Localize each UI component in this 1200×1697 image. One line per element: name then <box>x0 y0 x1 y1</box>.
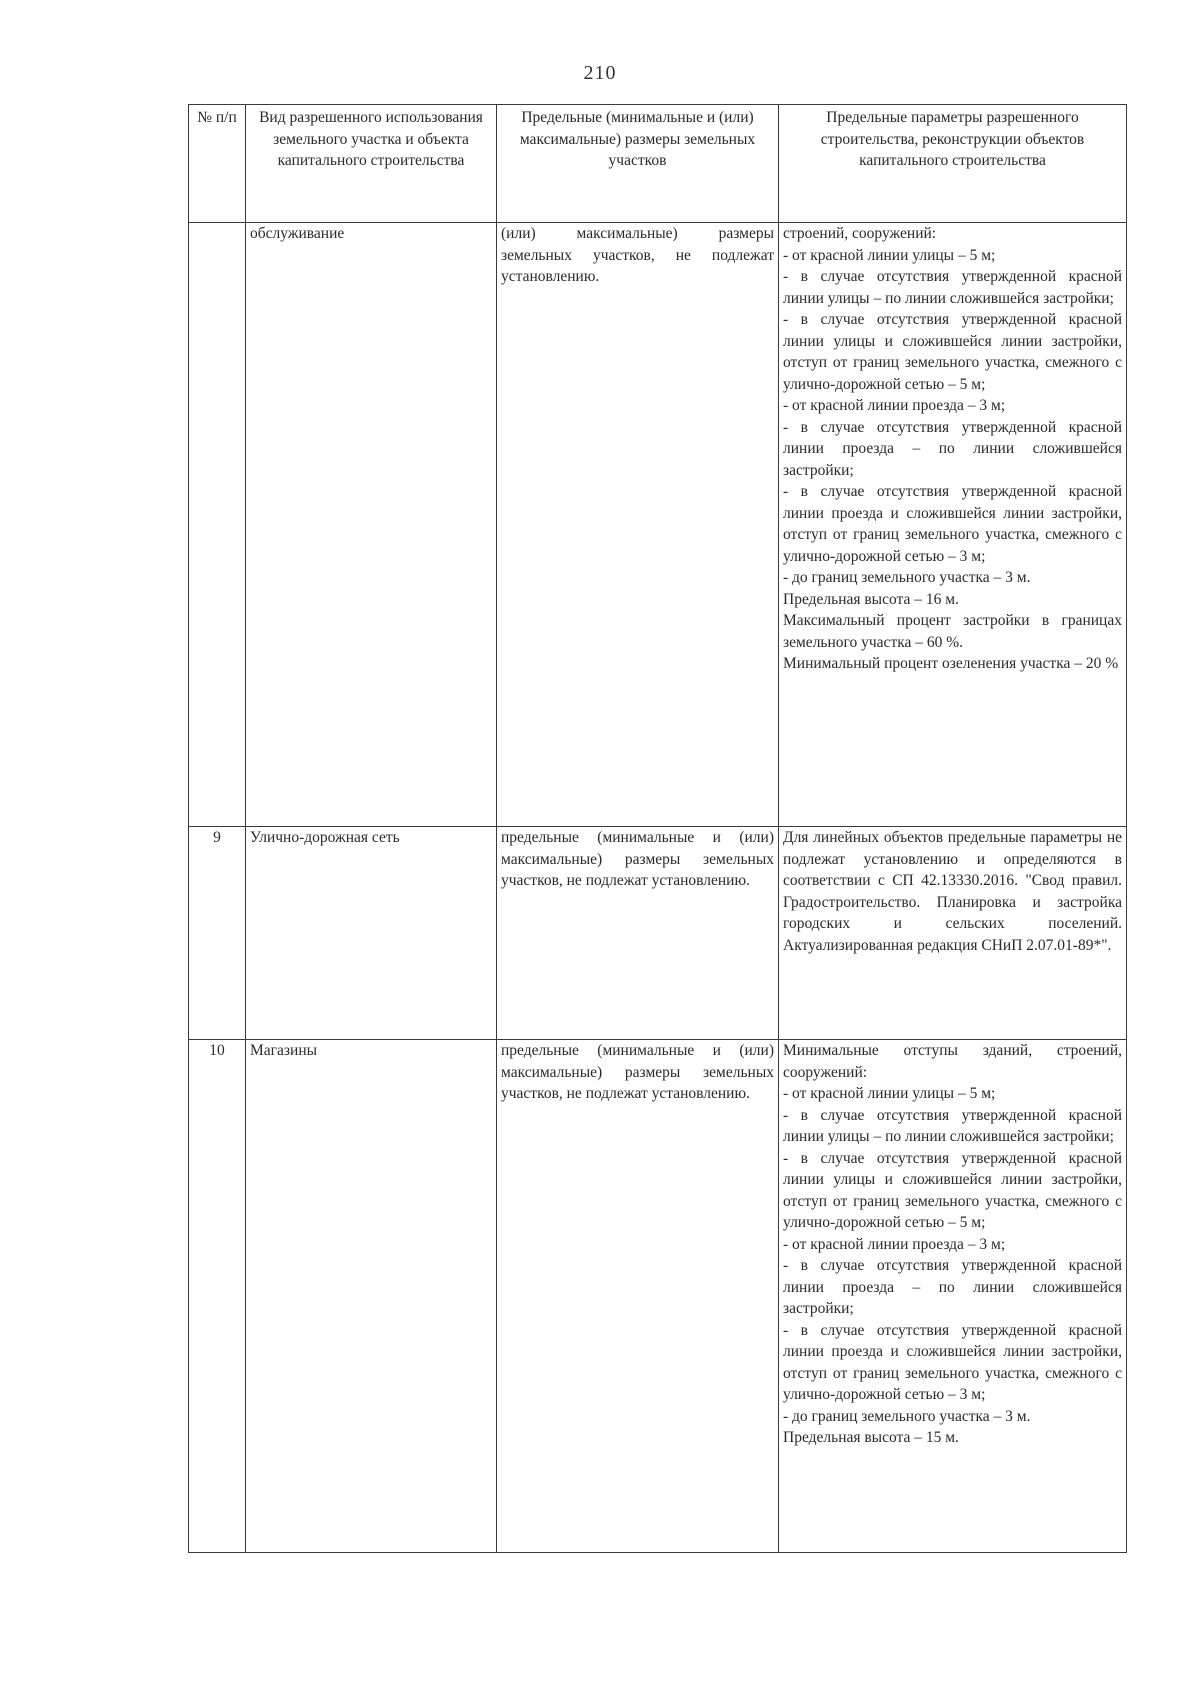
param-line: Минимальный процент озеленения участка – 20 % <box>783 655 1119 672</box>
param-line: - до границ земельного участка – 3 м. <box>783 1407 1031 1425</box>
row-num: 9 <box>189 827 246 1040</box>
param-line: - от красной линии проезда – 3 м; <box>783 397 1006 414</box>
row-type: Магазины <box>246 1040 497 1553</box>
param-line: Предельная высота – 16 м. <box>783 590 959 608</box>
param-line: - от красной линии улицы – 5 м; <box>783 246 996 264</box>
page-number: 210 <box>583 62 617 84</box>
row-size: предельные (минимальные и (или) максимальные) размеры земельных участков, не подлежат установлению. <box>497 1040 779 1553</box>
param-line: - в случае отсутствия утвержденной красной линии проезда – по линии сложившейся застройки; <box>783 418 1122 479</box>
table-row <box>189 827 1127 1040</box>
row-size: предельные (минимальные и (или) максимальные) размеры земельных участков, не подлежат установлению. <box>497 827 779 1040</box>
param-line: - в случае отсутствия утвержденной красной линии проезда и сложившейся линии застройки, отступ от границ земельного участка, смежного с улично-дорожной сетью – 3 м; <box>783 1321 1122 1403</box>
table-row <box>189 1040 1127 1553</box>
param-line: - в случае отсутствия утвержденной красной линии проезда и сложившейся линии застройки, отступ от границ земельного участка, смежного с улично-дорожной сетью – 3 м; <box>783 483 1122 565</box>
row-type: Улично-дорожная сеть <box>246 827 497 1040</box>
param-line: - в случае отсутствия утвержденной красной линии улицы и сложившейся линии застройки, отступ от границ земельного участка, смежного с улично-дорожной сетью – 5 м; <box>783 1149 1122 1231</box>
row-size: (или) максимальные) размеры земельных участков, не подлежат установлению. <box>497 223 779 827</box>
table-row <box>189 223 1127 827</box>
param-line: Для линейных объектов предельные параметры не подлежат установлению и определяются в соответствии с СП 42.13330.2016. "Свод правил. Градостроительство. Планировка и застройка городских и сельских поселений. Актуализированная редакция СНиП 2.07.01-89*". <box>783 829 1122 954</box>
header-params: Предельные параметры разрешенного строительства, реконструкции объектов капитального строительства <box>779 105 1127 223</box>
param-line: - в случае отсутствия утвержденной красной линии улицы и сложившейся линии застройки, отступ от границ земельного участка, смежного с улично-дорожной сетью – 5 м; <box>783 311 1122 393</box>
row-num <box>189 223 246 827</box>
param-line: строений, сооружений: <box>783 225 937 242</box>
row-params <box>779 1040 1127 1553</box>
header-type: Вид разрешенного использования земельного участка и объекта капитального строительства <box>246 105 497 223</box>
param-line: - в случае отсутствия утвержденной красной линии улицы – по линии сложившейся застройки; <box>783 268 1122 307</box>
header-size: Предельные (минимальные и (или) максимальные) размеры земельных участков <box>497 105 779 223</box>
param-line: Предельная высота – 15 м. <box>783 1429 959 1446</box>
row-num: 10 <box>189 1040 246 1553</box>
zoning-table <box>188 104 1127 1553</box>
row-type: обслуживание <box>246 223 497 827</box>
table-header-row <box>189 105 1127 223</box>
param-line: - от красной линии проезда – 3 м; <box>783 1235 1006 1253</box>
header-num: № п/п <box>189 105 246 223</box>
param-line: - в случае отсутствия утвержденной красной линии проезда – по линии сложившейся застройки; <box>783 1257 1122 1317</box>
row-params <box>779 827 1127 1040</box>
param-line: Максимальный процент застройки в границах земельного участка – 60 %. <box>783 612 1122 651</box>
param-line: Минимальные отступы зданий, строений, сооружений: <box>783 1042 1122 1081</box>
param-line: - до границ земельного участка – 3 м. <box>783 569 1031 586</box>
param-line: - от красной линии улицы – 5 м; <box>783 1085 996 1102</box>
param-line: - в случае отсутствия утвержденной красной линии улицы – по линии сложившейся застройки; <box>783 1106 1122 1145</box>
row-params <box>779 223 1127 827</box>
